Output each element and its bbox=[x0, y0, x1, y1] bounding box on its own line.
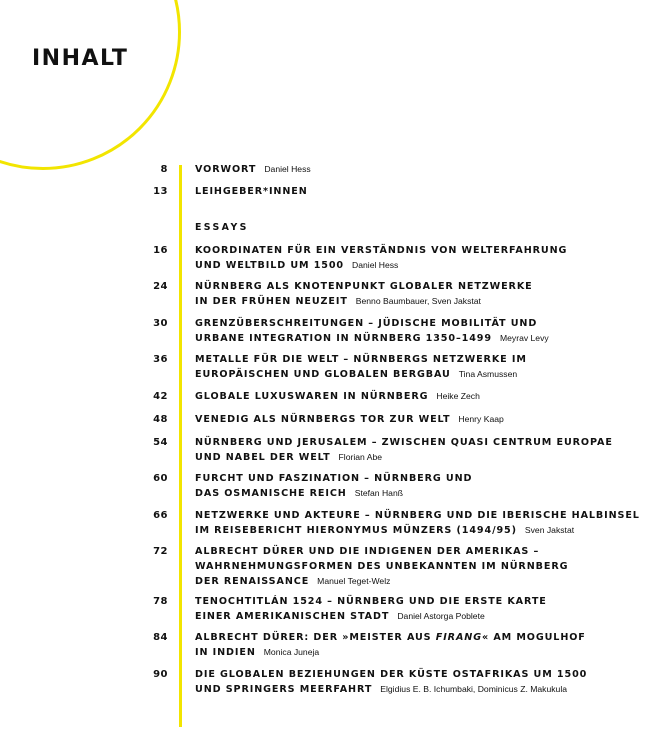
entry-title-line: UND NABEL DER WELT bbox=[195, 452, 331, 463]
entry-title-line: LEIHGEBER*INNEN bbox=[195, 186, 308, 197]
entry-title-line: METALLE FÜR DIE WELT – NÜRNBERGS NETZWERKE IM bbox=[195, 354, 527, 365]
page-title: INHALT bbox=[32, 46, 129, 71]
entry-title bbox=[195, 508, 655, 538]
entry-title-line: EINER AMERIKANISCHEN STADT bbox=[195, 611, 390, 622]
entry-title-line: NÜRNBERG UND JERUSALEM – ZWISCHEN QUASI CENTRUM EUROPAE bbox=[195, 437, 613, 448]
page-number: 24 bbox=[153, 281, 168, 292]
entry-title-line: UND WELTBILD UM 1500 bbox=[195, 260, 345, 271]
entry-author: Manuel Teget-Welz bbox=[317, 576, 391, 586]
page-number: 30 bbox=[153, 318, 168, 329]
entry-title bbox=[195, 243, 655, 273]
entry-author: Florian Abe bbox=[338, 452, 383, 462]
page-number: 48 bbox=[153, 414, 168, 425]
page-number: 8 bbox=[160, 164, 168, 175]
entry-title-line: TENOCHTITLÁN 1524 – NÜRNBERG UND DIE ERSTE KARTE bbox=[195, 596, 547, 607]
entry-title-line: NÜRNBERG ALS KNOTENPUNKT GLOBALER NETZWERKE bbox=[195, 281, 533, 292]
entry-title-part: « AM MOGULHOF bbox=[481, 632, 586, 643]
page-number: 84 bbox=[153, 632, 168, 643]
entry-title bbox=[195, 435, 655, 465]
entry-title-line: EUROPÄISCHEN UND GLOBALEN BERGBAU bbox=[195, 369, 451, 380]
entry-title-line: IM REISEBERICHT HIERONYMUS MÜNZERS (1494/95) bbox=[195, 525, 517, 536]
entry-title-line: KOORDINATEN FÜR EIN VERSTÄNDNIS VON WELTERFAHRUNG bbox=[195, 245, 568, 256]
entry-title-line: NETZWERKE UND AKTEURE – NÜRNBERG UND DIE IBERISCHE HALBINSEL bbox=[195, 510, 640, 521]
page-number: 42 bbox=[153, 391, 168, 402]
entry-title-line: DER RENAISSANCE bbox=[195, 576, 310, 587]
entry-title bbox=[195, 162, 655, 177]
entry-author: Monica Juneja bbox=[263, 647, 320, 657]
entry-author: Stefan Hanß bbox=[354, 488, 403, 498]
section-heading-essays: ESSAYS bbox=[195, 222, 249, 233]
entry-title bbox=[195, 279, 655, 309]
entry-author: Heike Zech bbox=[436, 391, 480, 401]
entry-title-part: ALBRECHT DÜRER: DER »MEISTER AUS bbox=[195, 632, 436, 643]
entry-title bbox=[195, 316, 655, 346]
entry-title-line: DAS OSMANISCHE REICH bbox=[195, 488, 347, 499]
entry-title bbox=[195, 389, 655, 404]
entry-title-line: FURCHT UND FASZINATION – NÜRNBERG UND bbox=[195, 473, 473, 484]
entry-title bbox=[195, 544, 655, 589]
page-number: 60 bbox=[153, 473, 168, 484]
entry-title-emphasis: FIRANG bbox=[435, 632, 482, 643]
page-number: 16 bbox=[153, 245, 168, 256]
entry-title-line: DIE GLOBALEN BEZIEHUNGEN DER KÜSTE OSTAFRIKAS UM 1500 bbox=[195, 669, 588, 680]
page-number: 36 bbox=[153, 354, 168, 365]
entry-author: Elgidius E. B. Ichumbaki, Dominicus Z. Makukula bbox=[380, 684, 568, 694]
entry-title bbox=[195, 352, 655, 382]
entry-title-line: UND SPRINGERS MEERFAHRT bbox=[195, 684, 373, 695]
entry-title-line: VORWORT bbox=[195, 164, 257, 175]
entry-title-line: IN DER FRÜHEN NEUZEIT bbox=[195, 296, 348, 307]
entry-author: Sven Jakstat bbox=[524, 525, 575, 535]
entry-title bbox=[195, 594, 655, 624]
page-number: 13 bbox=[153, 186, 168, 197]
entry-author: Benno Baumbauer, Sven Jakstat bbox=[355, 296, 481, 306]
page-number: 90 bbox=[153, 669, 168, 680]
entry-author: Meyrav Levy bbox=[499, 333, 549, 343]
entry-author: Daniel Hess bbox=[352, 260, 399, 270]
entry-author: Daniel Hess bbox=[264, 164, 311, 174]
divider-line bbox=[179, 165, 182, 727]
page-number: 66 bbox=[153, 510, 168, 521]
entry-title-line: IN INDIEN bbox=[195, 647, 256, 658]
entry-title bbox=[195, 630, 655, 660]
entry-title bbox=[195, 667, 655, 697]
entry-title-line: WAHRNEHMUNGSFORMEN DES UNBEKANNTEN IM NÜRNBERG bbox=[195, 561, 569, 572]
page-number: 78 bbox=[153, 596, 168, 607]
entry-author: Daniel Astorga Poblete bbox=[397, 611, 485, 621]
entry-title-line: ALBRECHT DÜRER UND DIE INDIGENEN DER AMERIKAS – bbox=[195, 546, 540, 557]
entry-author: Tina Asmussen bbox=[458, 369, 518, 379]
entry-title bbox=[195, 184, 655, 199]
entry-title bbox=[195, 471, 655, 501]
page-number: 72 bbox=[153, 546, 168, 557]
entry-title-line: GLOBALE LUXUSWAREN IN NÜRNBERG bbox=[195, 391, 429, 402]
page-number: 54 bbox=[153, 437, 168, 448]
entry-title bbox=[195, 412, 655, 427]
entry-title-line: VENEDIG ALS NÜRNBERGS TOR ZUR WELT bbox=[195, 414, 451, 425]
entry-title-line: URBANE INTEGRATION IN NÜRNBERG 1350–1499 bbox=[195, 333, 492, 344]
decorative-circle bbox=[0, 0, 181, 170]
entry-author: Henry Kaap bbox=[458, 414, 504, 424]
entry-title-line: GRENZÜBERSCHREITUNGEN – JÜDISCHE MOBILITÄT UND bbox=[195, 318, 538, 329]
